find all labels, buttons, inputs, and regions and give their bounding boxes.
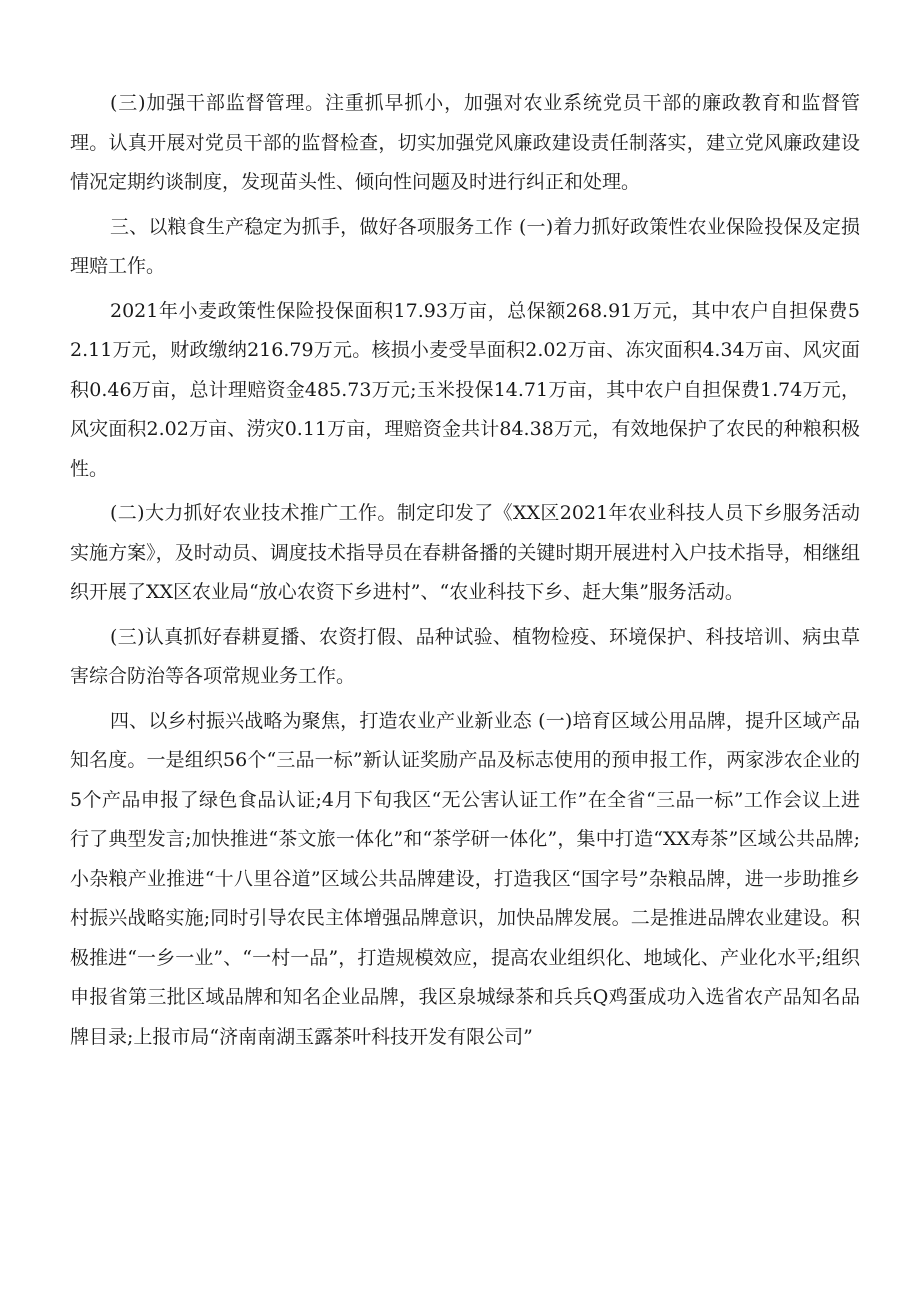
- paragraph-insurance-figures: 2021年小麦政策性保险投保面积17.93万亩，总保额268.91万元，其中农户自担保费52.11万元，财政缴纳216.79万元。核损小麦受旱面积2.02万亩、冻灾面积4.34万亩、风灾面积0.46万亩，总计理赔资金485.73万元;玉米投保14.71万亩，其中农户自担保费1.74万元，风灾面积2.02万亩、涝灾0.11万亩，理赔资金共计84.38万元，有效地保护了农民的种粮积极性。: [70, 299, 860, 480]
- paragraph-tech-promotion: (二)大力抓好农业技术推广工作。制定印发了《XX区2021年农业科技人员下乡服务活动实施方案》，及时动员、调度技术指导员在春耕备播的关键时期开展进村入户技术指导，相继组织开展了XX区农业局“放心农资下乡进村”、“农业科技下乡、赶大集”服务活动。: [70, 502, 860, 603]
- paragraph-section-four-brand: 四、以乡村振兴战略为聚焦，打造农业产业新业态 (一)培育区域公用品牌，提升区域产品知名度。一是组织56个“三品一标”新认证奖励产品及标志使用的预申报工作，两家涉农企业的5个产品申报了绿色食品认证;4月下旬我区“无公害认证工作”在全省“三品一标”工作会议上进行了典型发言;加快推进“茶文旅一体化”和“茶学研一体化”，集中打造“XX寿茶”区域公共品牌;小杂粮产业推进“十八里谷道”区域公共品牌建设，打造我区“国字号”杂粮品牌，进一步助推乡村振兴战略实施;同时引导农民主体增强品牌意识，加快品牌发展。二是推进品牌农业建设。积极推进“一乡一业”、“一村一品”，打造规模效应，提高农业组织化、地域化、产业化水平;组织申报省第三批区域品牌和知名企业品牌，我区泉城绿茶和兵兵Q鸡蛋成功入选省农产品知名品牌目录;上报市局“济南南湖玉露茶叶科技开发有限公司”: [70, 709, 860, 1048]
- document-body: [70, 84, 860, 1062]
- paragraph-routine-work: (三)认真抓好春耕夏播、农资打假、品种试验、植物检疫、环境保护、科技培训、病虫草害综合防治等各项常规业务工作。: [70, 625, 860, 687]
- paragraph-section-three-heading: 三、以粮食生产稳定为抓手，做好各项服务工作 (一)着力抓好政策性农业保险投保及定损理赔工作。: [70, 215, 860, 277]
- paragraph-supervision: (三)加强干部监督管理。注重抓早抓小，加强对农业系统党员干部的廉政教育和监督管理。认真开展对党员干部的监督检查，切实加强党风廉政建设责任制落实，建立党风廉政建设情况定期约谈制度，发现苗头性、倾向性问题及时进行纠正和处理。: [70, 92, 860, 193]
